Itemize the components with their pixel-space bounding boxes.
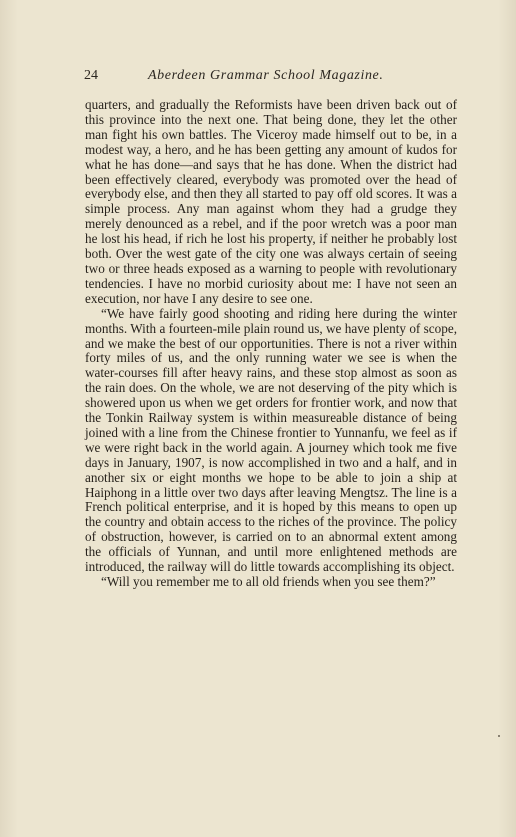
paragraph: quarters, and gradually the Reformists have been driven back out of this province into the next one. That being done, they let the other man fight his own battles. The Viceroy made himself out to be, in a modest way, a hero, and he has been getting any amount of kudos for what he has done—and says that he has done. When the district had been effectively cleared, everybody was promoted over the head of everybody else, and then they all started to pay off old scores. It was a simple process. Any man against whom they had a grudge they merely denounced as a rebel, and if the poor wretch was a poor man he lost his head, if rich he lost his property, if neither he probably lost both. Over the west gate of the city one was always certain of seeing two or three heads exposed as a warning to people with revolutionary tendencies. I have no morbid curiosity about me: I have not seen an execution, nor have I any desire to see one.	[85, 97, 457, 306]
page-number: 24	[84, 68, 98, 83]
paragraph: “Will you remember me to all old friends when you see them?”	[101, 574, 436, 589]
paragraph: “We have fairly good shooting and riding here during the winter months. With a fourteen-mile plain round us, we have plenty of scope, and we make the best of our opportunities. There is not a river within forty miles of us, and the only running water we see is when the water-courses fill after heavy rains, and these stop almost as soon as the rain does. On the whole, we are not deserving of the pity which is showered upon us when we get orders for frontier work, and now that the Tonkin Railway system is within measureable distance of being joined with a line from the Chinese frontier to Yunnanfu, we feel as if we were right back in the world again. A journey which took me five days in January, 1907, is now accomplished in two and a half, and in another six or eight months we hope to be able to join a ship at Haiphong in a little over two days after leaving Mengtsz. The line is a French political enterprise, and it is hoped by this means to open up the country and obtain access to the riches of the province. The policy of obstruction, however, is carried on to an abnormal extent among the officials of Yunnan, and until more enlightened methods are introduced, the railway will do little towards accomplishing its object.	[85, 305, 457, 575]
running-title: Aberdeen Grammar School Magazine.	[148, 68, 384, 83]
article-body	[85, 98, 457, 590]
page-header	[84, 68, 459, 86]
paper-speck	[498, 735, 500, 737]
